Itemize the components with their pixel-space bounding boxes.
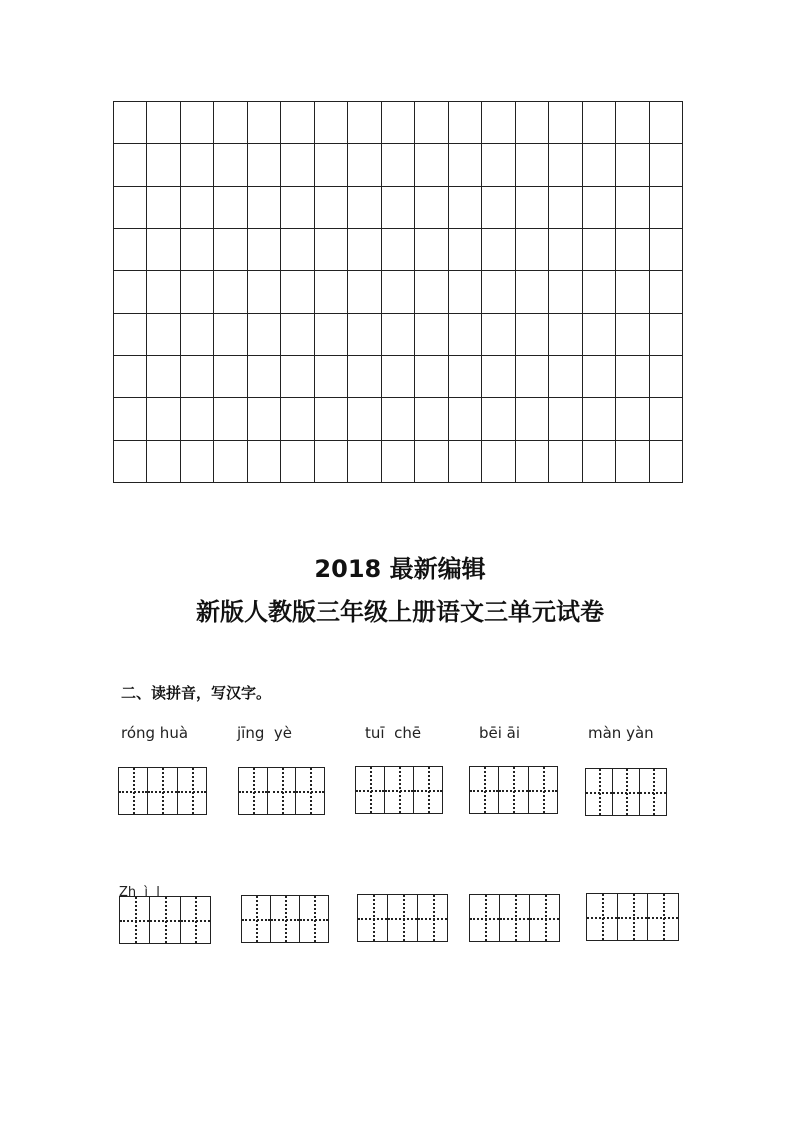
character-cell[interactable] (500, 895, 530, 941)
grid-cell (382, 314, 415, 356)
grid-cell (248, 441, 281, 483)
grid-cell (583, 144, 616, 186)
grid-cell (114, 144, 147, 186)
grid-cell (281, 398, 314, 440)
grid-cell (315, 356, 348, 398)
character-cell[interactable] (300, 896, 328, 942)
character-cell[interactable] (529, 767, 557, 813)
page-title: 新版人教版三年级上册语文三单元试卷 (196, 598, 604, 626)
character-cell[interactable] (181, 897, 210, 943)
character-cell[interactable] (648, 894, 678, 940)
character-cell[interactable] (418, 895, 447, 941)
grid-cell (248, 356, 281, 398)
grid-cell (516, 398, 549, 440)
grid-cell (248, 271, 281, 313)
grid-cell (650, 187, 683, 229)
character-cell[interactable] (119, 768, 148, 814)
grid-cell (348, 102, 381, 144)
grid-cell (114, 398, 147, 440)
grid-cell (348, 356, 381, 398)
grid-cell (214, 314, 247, 356)
pinyin-label: bēi āi (479, 724, 521, 742)
grid-cell (650, 356, 683, 398)
grid-cell (482, 441, 515, 483)
grid-cell (281, 102, 314, 144)
grid-cell (214, 271, 247, 313)
grid-cell (482, 102, 515, 144)
character-box-group[interactable] (119, 896, 211, 944)
grid-cell (114, 271, 147, 313)
grid-cell (516, 229, 549, 271)
grid-cell (114, 229, 147, 271)
grid-cell (583, 271, 616, 313)
grid-cell (449, 356, 482, 398)
grid-cell (147, 187, 180, 229)
grid-cell (583, 314, 616, 356)
grid-cell (415, 187, 448, 229)
grid-cell (650, 398, 683, 440)
grid-cell (583, 187, 616, 229)
grid-cell (650, 441, 683, 483)
grid-cell (549, 398, 582, 440)
grid-cell (382, 229, 415, 271)
grid-cell (516, 441, 549, 483)
character-cell[interactable] (271, 896, 300, 942)
grid-cell (449, 102, 482, 144)
pinyin-label: tuī chē (365, 724, 422, 742)
grid-cell (415, 314, 448, 356)
grid-cell (482, 271, 515, 313)
grid-cell (583, 441, 616, 483)
grid-cell (449, 229, 482, 271)
grid-cell (181, 314, 214, 356)
grid-cell (214, 144, 247, 186)
grid-cell (482, 314, 515, 356)
character-box-group[interactable] (355, 766, 443, 814)
character-cell[interactable] (242, 896, 271, 942)
grid-cell (415, 144, 448, 186)
grid-cell (616, 271, 649, 313)
character-cell[interactable] (239, 768, 268, 814)
grid-cell (147, 229, 180, 271)
grid-cell (248, 187, 281, 229)
character-cell[interactable] (388, 895, 418, 941)
grid-cell (382, 271, 415, 313)
pinyin-label: róng huà (121, 724, 189, 742)
grid-cell (650, 102, 683, 144)
grid-cell (248, 314, 281, 356)
grid-cell (281, 187, 314, 229)
grid-cell (181, 144, 214, 186)
character-cell[interactable] (499, 767, 528, 813)
grid-cell (449, 187, 482, 229)
grid-cell (583, 398, 616, 440)
grid-cell (281, 356, 314, 398)
grid-cell (382, 144, 415, 186)
pinyin-label: jīng yè (237, 724, 293, 742)
grid-cell (147, 314, 180, 356)
grid-cell (616, 102, 649, 144)
character-cell[interactable] (613, 769, 640, 815)
grid-cell (449, 398, 482, 440)
grid-cell (114, 187, 147, 229)
character-cell[interactable] (530, 895, 559, 941)
grid-cell (348, 398, 381, 440)
grid-cell (449, 271, 482, 313)
writing-grid (113, 101, 683, 483)
grid-cell (382, 102, 415, 144)
character-cell[interactable] (385, 767, 414, 813)
grid-cell (616, 229, 649, 271)
grid-cell (114, 441, 147, 483)
grid-cell (214, 398, 247, 440)
grid-cell (516, 144, 549, 186)
grid-cell (147, 441, 180, 483)
grid-cell (348, 314, 381, 356)
grid-cell (147, 144, 180, 186)
grid-cell (248, 102, 281, 144)
character-cell[interactable] (356, 767, 385, 813)
grid-cell (181, 187, 214, 229)
grid-cell (650, 144, 683, 186)
grid-cell (382, 398, 415, 440)
grid-cell (214, 187, 247, 229)
character-cell[interactable] (470, 767, 499, 813)
grid-cell (549, 102, 582, 144)
grid-cell (549, 441, 582, 483)
grid-cell (516, 102, 549, 144)
page-title-year: 2018 最新编辑 (314, 555, 486, 583)
grid-cell (348, 229, 381, 271)
grid-cell (181, 102, 214, 144)
section-heading: 二、读拼音，写汉字。 (121, 684, 272, 702)
grid-cell (114, 102, 147, 144)
grid-cell (650, 314, 683, 356)
grid-cell (415, 102, 448, 144)
grid-cell (549, 229, 582, 271)
grid-cell (482, 187, 515, 229)
grid-cell (616, 441, 649, 483)
grid-cell (616, 187, 649, 229)
grid-cell (382, 441, 415, 483)
grid-cell (616, 398, 649, 440)
grid-cell (415, 271, 448, 313)
grid-cell (549, 144, 582, 186)
grid-cell (281, 441, 314, 483)
grid-cell (214, 229, 247, 271)
grid-cell (248, 229, 281, 271)
grid-cell (248, 398, 281, 440)
grid-cell (449, 314, 482, 356)
grid-cell (482, 144, 515, 186)
grid-cell (415, 398, 448, 440)
grid-cell (382, 356, 415, 398)
grid-cell (281, 229, 314, 271)
grid-cell (147, 356, 180, 398)
grid-cell (147, 271, 180, 313)
grid-cell (449, 144, 482, 186)
grid-cell (348, 187, 381, 229)
grid-cell (315, 398, 348, 440)
grid-cell (415, 356, 448, 398)
grid-cell (650, 271, 683, 313)
character-cell[interactable] (618, 894, 649, 940)
grid-cell (348, 271, 381, 313)
pinyin-label: Zh ì l (119, 885, 160, 900)
grid-cell (549, 187, 582, 229)
character-cell[interactable] (587, 894, 618, 940)
grid-cell (616, 144, 649, 186)
grid-cell (516, 187, 549, 229)
grid-cell (181, 441, 214, 483)
grid-cell (181, 229, 214, 271)
grid-cell (516, 356, 549, 398)
character-box-group[interactable] (585, 768, 667, 816)
grid-cell (415, 441, 448, 483)
character-box-group[interactable] (238, 767, 325, 815)
grid-cell (482, 356, 515, 398)
grid-cell (348, 144, 381, 186)
grid-cell (616, 314, 649, 356)
grid-cell (147, 398, 180, 440)
grid-cell (482, 398, 515, 440)
grid-cell (181, 398, 214, 440)
character-cell[interactable] (178, 768, 206, 814)
grid-cell (583, 102, 616, 144)
grid-cell (248, 144, 281, 186)
character-cell[interactable] (640, 769, 666, 815)
grid-cell (114, 314, 147, 356)
grid-cell (516, 314, 549, 356)
character-box-group[interactable] (118, 767, 207, 815)
grid-cell (583, 229, 616, 271)
grid-cell (315, 271, 348, 313)
grid-cell (181, 356, 214, 398)
character-box-group[interactable] (586, 893, 679, 941)
grid-cell (114, 356, 147, 398)
character-cell[interactable] (470, 895, 500, 941)
grid-cell (315, 144, 348, 186)
grid-cell (281, 271, 314, 313)
character-cell[interactable] (268, 768, 297, 814)
character-cell[interactable] (296, 768, 324, 814)
grid-cell (214, 102, 247, 144)
grid-cell (415, 229, 448, 271)
character-cell[interactable] (414, 767, 442, 813)
character-cell[interactable] (120, 897, 150, 943)
character-box-group[interactable] (469, 894, 560, 942)
grid-cell (650, 229, 683, 271)
character-box-group[interactable] (469, 766, 558, 814)
character-box-group[interactable] (357, 894, 448, 942)
grid-cell (516, 271, 549, 313)
grid-cell (449, 441, 482, 483)
grid-cell (315, 229, 348, 271)
character-box-group[interactable] (241, 895, 329, 943)
grid-cell (214, 356, 247, 398)
grid-cell (583, 356, 616, 398)
grid-cell (315, 314, 348, 356)
grid-cell (281, 314, 314, 356)
grid-cell (315, 187, 348, 229)
pinyin-label: màn yàn (588, 724, 654, 742)
grid-cell (348, 441, 381, 483)
grid-cell (181, 271, 214, 313)
character-cell[interactable] (148, 768, 177, 814)
character-cell[interactable] (586, 769, 613, 815)
grid-cell (214, 441, 247, 483)
character-cell[interactable] (150, 897, 180, 943)
grid-cell (147, 102, 180, 144)
grid-cell (549, 314, 582, 356)
grid-cell (616, 356, 649, 398)
grid-cell (281, 144, 314, 186)
grid-cell (549, 356, 582, 398)
grid-cell (315, 441, 348, 483)
grid-cell (382, 187, 415, 229)
grid-cell (482, 229, 515, 271)
grid-cell (549, 271, 582, 313)
grid-cell (315, 102, 348, 144)
character-cell[interactable] (358, 895, 388, 941)
